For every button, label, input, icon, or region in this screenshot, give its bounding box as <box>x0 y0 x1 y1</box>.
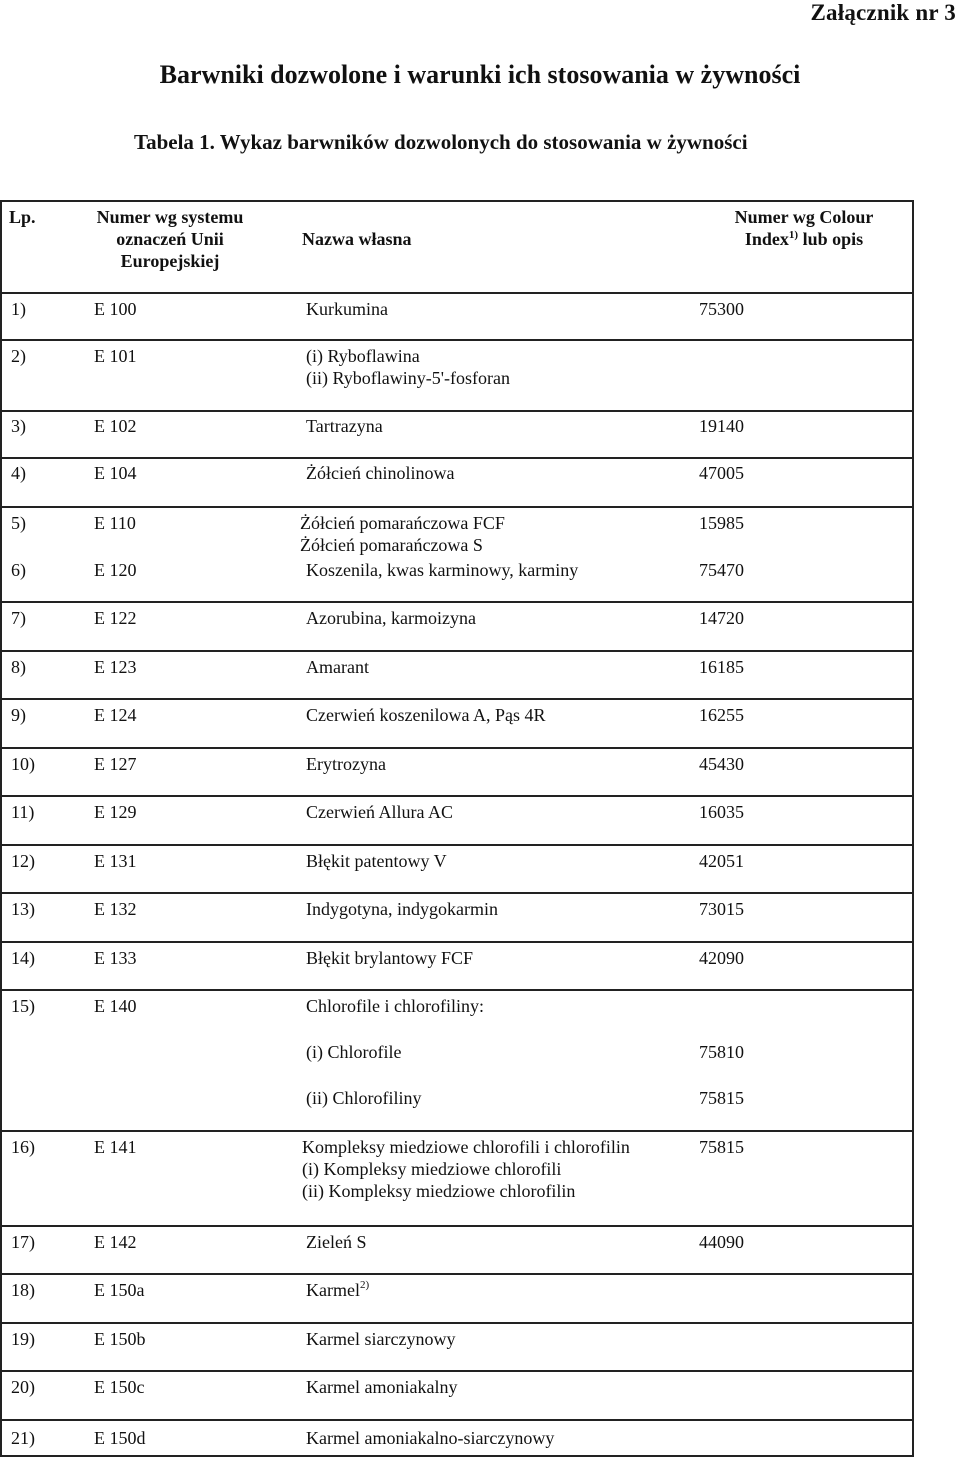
row-ci: 19140 <box>699 416 744 436</box>
row-eu-number: E 141 <box>94 1137 137 1157</box>
header-ci-index: Index <box>744 229 789 249</box>
row-lp: 2) <box>11 346 26 366</box>
table-row <box>2 508 914 555</box>
row-eu-number: E 150c <box>94 1377 145 1397</box>
row-eu-number: E 150d <box>94 1428 146 1448</box>
table-row <box>2 1227 914 1275</box>
row-name <box>302 1136 630 1202</box>
row-lp: 13) <box>11 899 35 919</box>
table-header-row <box>2 202 914 294</box>
table-row <box>2 412 914 459</box>
row-eu-number: E 120 <box>94 560 137 580</box>
dyes-table <box>0 200 914 1457</box>
row-eu-number: E 100 <box>94 299 137 319</box>
row-name: Azorubina, karmoizyna <box>306 608 476 628</box>
row-name: Czerwień koszenilowa A, Pąs 4R <box>306 705 546 725</box>
row-lp: 17) <box>11 1232 35 1252</box>
row-lp: 12) <box>11 851 35 871</box>
row-ci: 42090 <box>699 948 744 968</box>
row-lp: 11) <box>11 802 35 822</box>
row-name: Karmel amoniakalno-siarczynowy <box>306 1428 555 1448</box>
row-name: Zieleń S <box>306 1232 367 1252</box>
row-name-line: (i) Kompleksy miedziowe chlorofili <box>302 1159 562 1179</box>
table-row <box>2 1372 914 1421</box>
row-ci: 75470 <box>699 560 744 580</box>
annex-label: Załącznik nr 3 <box>810 0 956 25</box>
table-row <box>2 1275 914 1324</box>
row-eu-number: E 133 <box>94 948 137 968</box>
row-lp: 5) <box>11 513 26 533</box>
row-eu-number: E 150a <box>94 1280 145 1300</box>
table-row <box>2 341 914 412</box>
table-row <box>2 943 914 991</box>
row-lp: 1) <box>11 299 26 319</box>
row-name: Błękit brylantowy FCF <box>306 948 474 968</box>
row-name: Karmel amoniakalny <box>306 1377 458 1397</box>
row-name-line: Żółcień pomarańczowa S <box>300 535 483 555</box>
row-name: Indygotyna, indygokarmin <box>306 899 498 919</box>
row-ci-sub: 75810 <box>699 1042 744 1062</box>
row-lp: 6) <box>11 560 26 580</box>
row-lp: 10) <box>11 754 35 774</box>
row-eu-number: E 110 <box>94 513 136 533</box>
row-ci: 47005 <box>699 463 744 483</box>
row-eu-number: E 140 <box>94 996 137 1016</box>
table-row <box>2 846 914 894</box>
row-lp: 7) <box>11 608 26 628</box>
row-lp: 19) <box>11 1329 35 1349</box>
row-ci: 73015 <box>699 899 744 919</box>
row-name-line: Żółcień pomarańczowa FCF <box>300 513 505 533</box>
row-name: Karmel siarczynowy <box>306 1329 456 1349</box>
table-row <box>2 1132 914 1227</box>
row-lp: 15) <box>11 996 35 1016</box>
row-name-text: Karmel <box>306 1280 360 1300</box>
row-ci-sub: 75815 <box>699 1088 744 1108</box>
header-lp: Lp. <box>9 207 36 227</box>
row-name: Koszenila, kwas karminowy, karminy <box>306 560 579 580</box>
header-ci-line1: Numer wg Colour <box>734 207 874 227</box>
row-name <box>306 345 510 389</box>
row-ci: 16185 <box>699 657 744 677</box>
row-eu-number: E 127 <box>94 754 137 774</box>
row-eu-number: E 129 <box>94 802 137 822</box>
row-lp: 3) <box>11 416 26 436</box>
row-name: Chlorofile i chlorofiliny: <box>306 996 484 1016</box>
row-ci: 42051 <box>699 851 744 871</box>
table-row <box>2 749 914 797</box>
row-name: Kurkumina <box>306 299 388 319</box>
table-row <box>2 797 914 846</box>
header-ci-line2: lub opis <box>802 229 864 249</box>
row-eu-number: E 131 <box>94 851 137 871</box>
row-name: Erytrozyna <box>306 754 386 774</box>
row-name: Amarant <box>306 657 369 677</box>
row-name: Tartrazyna <box>306 416 383 436</box>
table-row <box>2 555 914 603</box>
row-ci: 75300 <box>699 299 744 319</box>
row-ci: 45430 <box>699 754 744 774</box>
table-row <box>2 991 914 1132</box>
row-lp: 14) <box>11 948 35 968</box>
row-eu-number: E 104 <box>94 463 137 483</box>
row-ci: 16255 <box>699 705 744 725</box>
row-eu-number: E 150b <box>94 1329 146 1349</box>
row-name-sub: (ii) Chlorofiliny <box>306 1088 422 1108</box>
row-ci: 44090 <box>699 1232 744 1252</box>
row-eu-number: E 142 <box>94 1232 137 1252</box>
header-ci-footnote: 1) <box>788 229 799 241</box>
row-lp: 20) <box>11 1377 35 1397</box>
row-name: Błękit patentowy V <box>306 851 447 871</box>
row-name-line: (ii) Kompleksy miedziowe chlorofilin <box>302 1181 576 1201</box>
table-row <box>2 700 914 749</box>
row-ci: 14720 <box>699 608 744 628</box>
row-lp: 4) <box>11 463 26 483</box>
table-caption: Tabela 1. Wykaz barwników dozwolonych do stosowania w żywności <box>134 130 748 154</box>
row-lp: 21) <box>11 1428 35 1448</box>
table-row <box>2 459 914 508</box>
table-row <box>2 894 914 943</box>
row-name-line: (ii) Ryboflawiny-5'-fosforan <box>306 368 510 388</box>
row-eu-number: E 132 <box>94 899 137 919</box>
row-ci: 15985 <box>699 513 744 533</box>
row-ci: 75815 <box>699 1137 744 1157</box>
row-name: Żółcień chinolinowa <box>306 463 455 483</box>
footnote-marker: 2) <box>359 1279 370 1291</box>
row-lp: 16) <box>11 1137 35 1157</box>
row-name: Czerwień Allura AC <box>306 802 453 822</box>
row-name-sub: (i) Chlorofile <box>306 1042 402 1062</box>
table-row <box>2 603 914 652</box>
row-lp: 18) <box>11 1280 35 1300</box>
table-row <box>2 294 914 341</box>
row-ci: 16035 <box>699 802 744 822</box>
row-name-line: (i) Ryboflawina <box>306 346 420 366</box>
row-eu-number: E 102 <box>94 416 137 436</box>
table-row <box>2 1324 914 1372</box>
header-name: Nazwa własna <box>302 229 412 249</box>
header-colour-index <box>714 206 894 250</box>
row-eu-number: E 101 <box>94 346 137 366</box>
row-name-line: Kompleksy miedziowe chlorofili i chlorofilin <box>302 1137 630 1157</box>
page-title: Barwniki dozwolone i warunki ich stosowania w żywności <box>159 60 801 89</box>
row-lp: 8) <box>11 657 26 677</box>
row-eu-number: E 123 <box>94 657 137 677</box>
row-name <box>306 1279 369 1301</box>
row-name <box>300 512 505 556</box>
header-eu-number: Numer wg systemu oznaczeń Unii Europejskiej <box>96 207 244 271</box>
row-eu-number: E 124 <box>94 705 137 725</box>
row-eu-number: E 122 <box>94 608 137 628</box>
row-lp: 9) <box>11 705 26 725</box>
table-row <box>2 1421 914 1457</box>
table-row <box>2 652 914 700</box>
